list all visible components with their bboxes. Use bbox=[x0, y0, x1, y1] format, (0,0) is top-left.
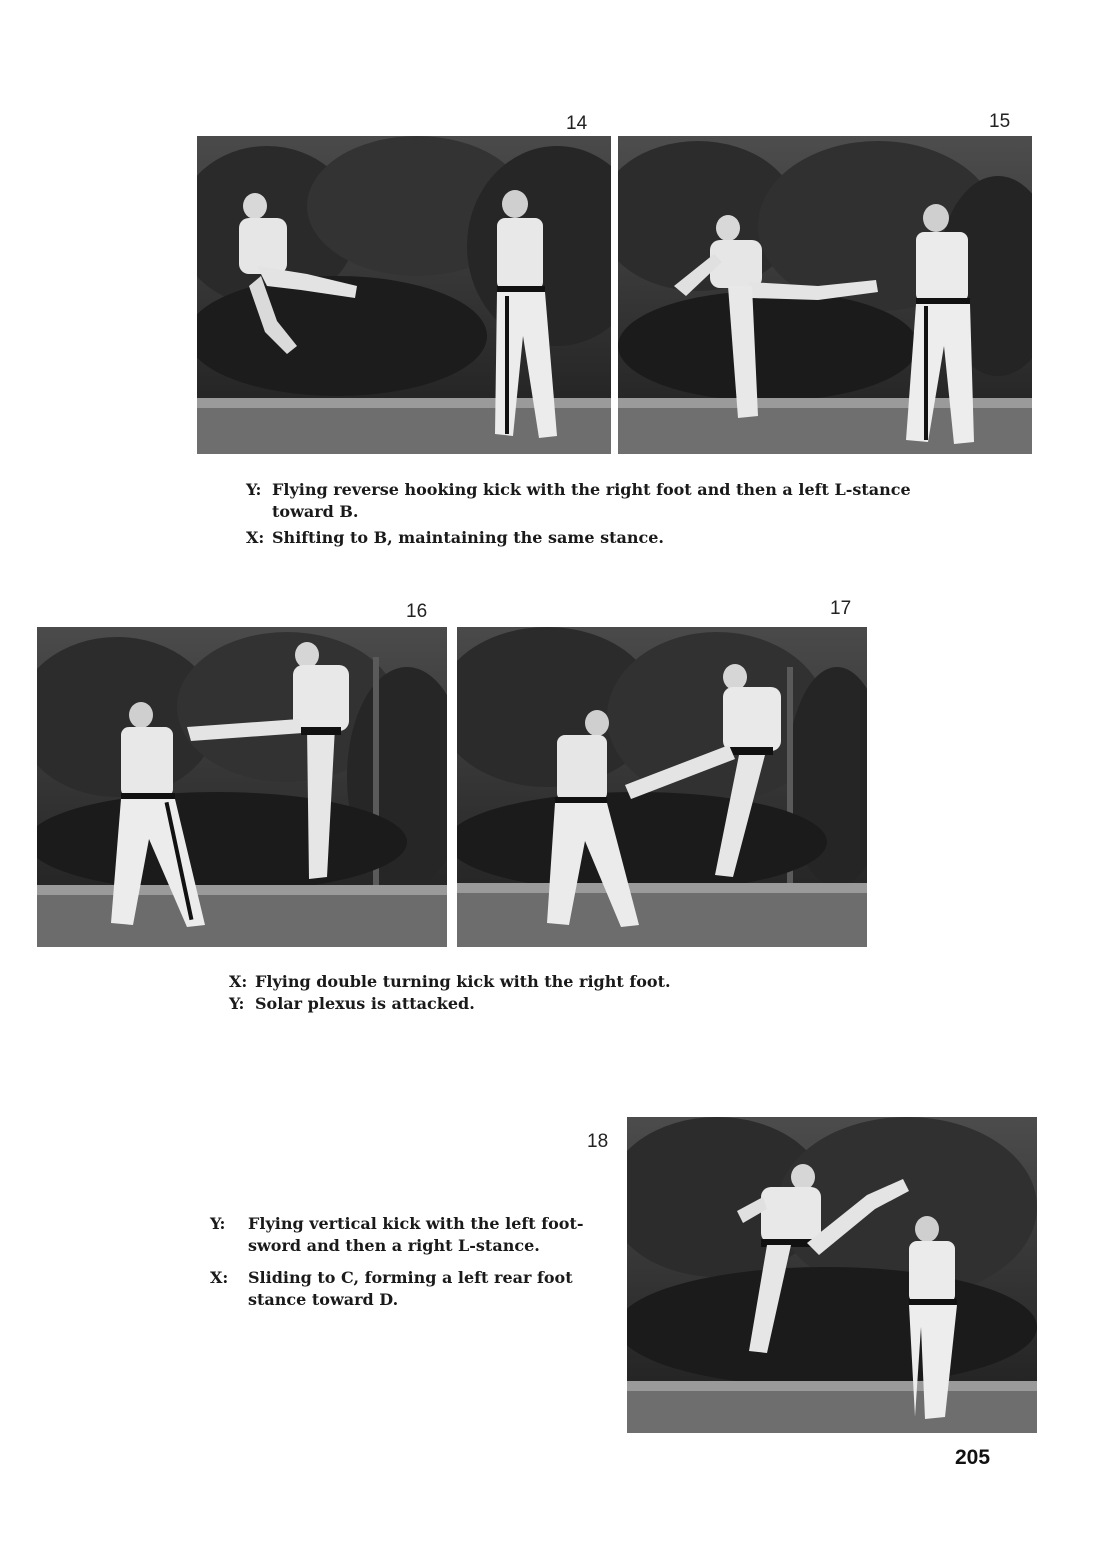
figure-number-18: 18 bbox=[587, 1131, 609, 1152]
caption-speaker: Y: bbox=[246, 480, 262, 499]
caption-speaker: X: bbox=[246, 528, 265, 547]
caption-line bbox=[246, 527, 976, 549]
photo-16 bbox=[37, 627, 447, 947]
caption-speaker: X: bbox=[229, 972, 248, 991]
caption-line bbox=[210, 1213, 610, 1257]
caption-text: Shifting to B, maintaining the same stance. bbox=[272, 528, 664, 547]
caption-speaker: X: bbox=[210, 1268, 229, 1287]
photo-15 bbox=[618, 136, 1032, 454]
caption-line bbox=[210, 1267, 610, 1311]
page-number: 205 bbox=[955, 1446, 991, 1469]
caption-text: Sliding to C, forming a left rear foot stance toward D. bbox=[248, 1268, 573, 1309]
caption-speaker: Y: bbox=[210, 1214, 226, 1233]
caption-group-3 bbox=[210, 1213, 610, 1311]
caption-text: Flying reverse hooking kick with the right foot and then a left L-stance toward B. bbox=[272, 480, 911, 521]
caption-line bbox=[246, 479, 976, 523]
caption-text: Solar plexus is attacked. bbox=[255, 994, 475, 1013]
caption-speaker: Y: bbox=[229, 994, 245, 1013]
caption-group-2 bbox=[229, 971, 829, 1015]
photo-14 bbox=[197, 136, 611, 454]
caption-line bbox=[229, 971, 829, 993]
photo-18 bbox=[627, 1117, 1037, 1433]
figure-number-14: 14 bbox=[566, 113, 588, 134]
caption-text: Flying double turning kick with the right foot. bbox=[255, 972, 671, 991]
caption-group-1 bbox=[246, 479, 976, 549]
caption-text: Flying vertical kick with the left foot-sword and then a right L-stance. bbox=[248, 1214, 584, 1255]
photo-17 bbox=[457, 627, 867, 947]
figure-number-16: 16 bbox=[406, 601, 428, 622]
caption-line bbox=[229, 993, 829, 1015]
figure-number-15: 15 bbox=[989, 111, 1011, 132]
figure-number-17: 17 bbox=[830, 598, 852, 619]
